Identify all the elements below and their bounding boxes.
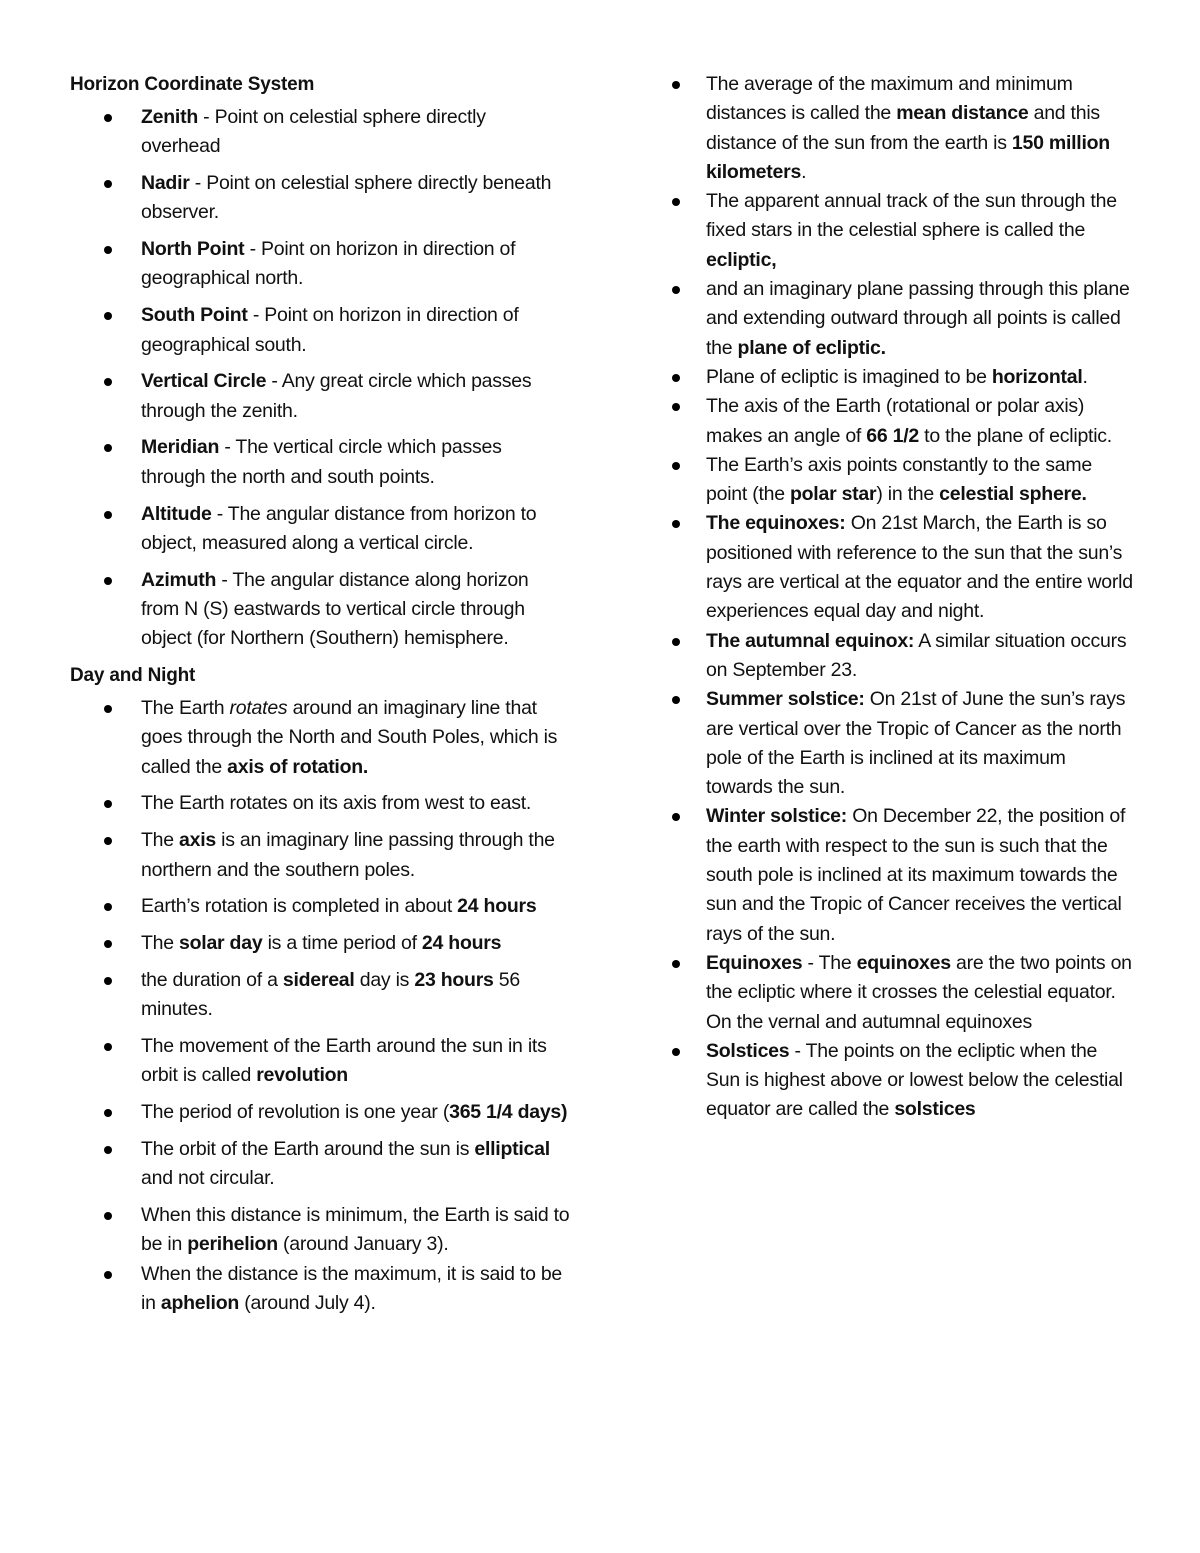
list-item-south-point: South Point - Point on horizon in direction of geographical south. (70, 301, 570, 360)
list-item: The axis is an imaginary line passing through the northern and the southern poles. (70, 826, 570, 885)
list-item-north-point: North Point - Point on horizon in direction of geographical north. (70, 235, 570, 294)
bullet-icon (104, 444, 112, 452)
list-item-vertical-circle: Vertical Circle - Any great circle which passes through the zenith. (70, 367, 570, 426)
bullet-icon (104, 1043, 112, 1051)
bullet-icon (104, 1271, 112, 1279)
bullet-icon (104, 312, 112, 320)
list-item: The movement of the Earth around the sun in its orbit is called revolution (70, 1032, 570, 1091)
bullet-icon (104, 378, 112, 386)
bullet-icon (104, 1212, 112, 1220)
list-item-meridian: Meridian - The vertical circle which passes through the north and south points. (70, 433, 570, 492)
list-item: The Earth rotates around an imaginary line that goes through the North and South Poles, which is called the axis of rotation. (70, 694, 570, 782)
bullet-icon (672, 286, 680, 294)
list-item-nadir: Nadir - Point on celestial sphere directly beneath observer. (70, 169, 570, 228)
list-item: The axis of the Earth (rotational or polar axis) makes an angle of 66 1/2 to the plane of ecliptic. (668, 392, 1136, 451)
list-item: and an imaginary plane passing through this plane and extending outward through all points is called the plane of ecliptic. (668, 275, 1136, 363)
list-item: The orbit of the Earth around the sun is elliptical and not circular. (70, 1135, 570, 1194)
list-item: The Earth rotates on its axis from west to east. (70, 789, 570, 818)
bullet-icon (104, 977, 112, 985)
list-item: Plane of ecliptic is imagined to be horizontal. (668, 363, 1136, 392)
bullet-icon (104, 903, 112, 911)
bullet-icon (672, 813, 680, 821)
bullet-icon (104, 246, 112, 254)
list-item: The average of the maximum and minimum distances is called the mean distance and this distance of the sun from the earth is 150 million kilometers. (668, 70, 1136, 187)
bullet-icon (104, 800, 112, 808)
list-item-winter-solstice: Winter solstice: On December 22, the position of the earth with respect to the sun is such that the south pole is inclined at its maximum towards the sun and the Tropic of Cancer receives the vertical rays of the sun. (668, 802, 1136, 948)
list-item-azimuth: Azimuth - The angular distance along horizon from N (S) eastwards to vertical circle through object (for Northern (Southern) hemisphere. (70, 566, 570, 654)
bullet-icon (104, 837, 112, 845)
section-heading-day-night: Day and Night (70, 665, 196, 687)
bullet-icon (672, 960, 680, 968)
bullet-icon (104, 940, 112, 948)
list-item: When this distance is minimum, the Earth is said to be in perihelion (around January 3). (70, 1201, 570, 1260)
bullet-icon (672, 1048, 680, 1056)
bullet-icon (672, 462, 680, 470)
bullet-icon (672, 81, 680, 89)
ecliptic-list (668, 70, 1136, 1125)
bullet-icon (672, 374, 680, 382)
list-item-equinoxes: The equinoxes: On 21st March, the Earth is so positioned with reference to the sun that the sun’s rays are vertical at the equator and the entire world experiences equal day and night. (668, 509, 1136, 626)
list-item-solstices-definition: Solstices - The points on the ecliptic when the Sun is highest above or lowest below the celestial equator are called the solstices (668, 1037, 1136, 1125)
left-column (70, 70, 570, 1318)
list-item-autumnal-equinox: The autumnal equinox: A similar situation occurs on September 23. (668, 627, 1136, 686)
bullet-icon (672, 198, 680, 206)
bullet-icon (672, 638, 680, 646)
bullet-icon (104, 705, 112, 713)
bullet-icon (104, 1146, 112, 1154)
list-item-summer-solstice: Summer solstice: On 21st of June the sun’s rays are vertical over the Tropic of Cancer as the north pole of the Earth is inclined at its maximum towards the sun. (668, 685, 1136, 802)
list-item: The period of revolution is one year (365 1/4 days) (70, 1098, 570, 1127)
list-item-zenith: Zenith - Point on celestial sphere directly overhead (70, 103, 570, 162)
bullet-icon (672, 520, 680, 528)
list-item: The apparent annual track of the sun through the fixed stars in the celestial sphere is called the ecliptic, (668, 187, 1136, 275)
bullet-icon (104, 511, 112, 519)
list-item: Earth’s rotation is completed in about 24 hours (70, 892, 570, 921)
day-night-list (70, 694, 570, 1318)
right-column (668, 70, 1136, 1125)
bullet-icon (104, 180, 112, 188)
bullet-icon (672, 403, 680, 411)
bullet-icon (672, 696, 680, 704)
bullet-icon (104, 577, 112, 585)
bullet-icon (104, 114, 112, 122)
list-item: When the distance is the maximum, it is said to be in aphelion (around July 4). (70, 1260, 570, 1319)
list-item: the duration of a sidereal day is 23 hours 56 minutes. (70, 966, 570, 1025)
horizon-terms-list (70, 103, 570, 654)
list-item: The solar day is a time period of 24 hours (70, 929, 570, 958)
list-item: The Earth’s axis points constantly to the same point (the polar star) in the celestial sphere. (668, 451, 1136, 510)
list-item-altitude: Altitude - The angular distance from horizon to object, measured along a vertical circle. (70, 500, 570, 559)
section-heading-horizon: Horizon Coordinate System (70, 74, 315, 95)
bullet-icon (104, 1109, 112, 1117)
list-item-equinoxes-definition: Equinoxes - The equinoxes are the two points on the ecliptic where it crosses the celestial equator. On the vernal and autumnal equinoxes (668, 949, 1136, 1037)
